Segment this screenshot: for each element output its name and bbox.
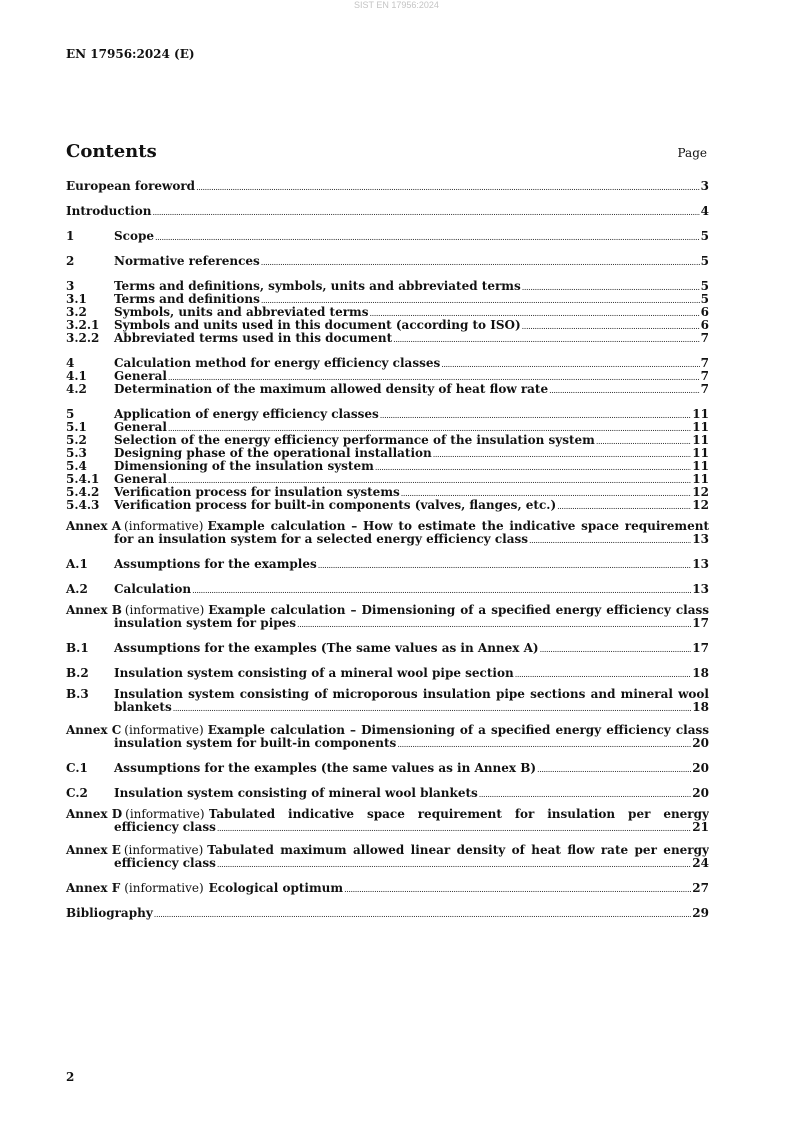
toc-entry-page: 7 xyxy=(700,369,709,383)
annex-label: Annex D xyxy=(66,807,123,821)
toc-leader-dots xyxy=(529,534,691,547)
toc-leader-dots xyxy=(397,738,691,751)
toc-entry-page: 5 xyxy=(700,279,709,293)
toc-entry-annex-b[interactable] xyxy=(66,604,709,630)
toc-leader-dots xyxy=(192,584,691,597)
toc-entry-number: 5.1 xyxy=(66,420,87,434)
toc-entry-number: B.2 xyxy=(66,666,89,680)
annex-label: Annex F xyxy=(66,881,121,895)
annex-title-line1: Tabulated maximum allowed linear density of heat flow rate per energy xyxy=(207,844,709,857)
toc-leader-dots xyxy=(173,702,692,715)
toc-leader-dots xyxy=(433,448,692,461)
toc-entry-page: 29 xyxy=(692,906,709,920)
toc-leader-dots xyxy=(557,500,691,513)
toc-leader-dots xyxy=(318,559,692,572)
toc-entry-number: 5.4 xyxy=(66,459,87,473)
toc-entry-title: Terms and definitions, symbols, units and abbreviated terms xyxy=(114,279,521,293)
toc-entry-number: 5.3 xyxy=(66,446,87,460)
toc-leader-dots xyxy=(375,461,691,474)
watermark: SIST EN 17956:2024 xyxy=(354,0,439,10)
toc-entry-page: 21 xyxy=(692,820,709,834)
toc-entry-title: Determination of the maximum allowed density of heat flow rate xyxy=(114,382,549,396)
toc-entry-title: Ecological optimum xyxy=(208,881,344,895)
annex-label: Annex C xyxy=(66,723,122,737)
toc-entry-title: Normative references xyxy=(114,254,260,268)
toc-leader-dots xyxy=(522,320,700,333)
toc-entry-b-2[interactable] xyxy=(66,667,709,680)
toc-entry-page: 18 xyxy=(692,700,709,714)
toc-entry-title-line1: Insulation system consisting of microporous insulation pipe sections and mineral wool xyxy=(114,688,709,701)
toc-entry-3-2-2[interactable] xyxy=(66,332,709,345)
toc-leader-dots xyxy=(152,206,699,219)
toc-entry-title: Verification process for insulation systems xyxy=(114,485,400,499)
toc-entry-number: 5.4.3 xyxy=(66,498,100,512)
toc-leader-dots xyxy=(596,435,691,448)
toc-entry-title: Calculation method for energy efficiency classes xyxy=(114,356,441,370)
toc-entry-page: 7 xyxy=(700,382,709,396)
annex-title-line2: efficiency class xyxy=(114,820,216,834)
annex-label: Annex B xyxy=(66,603,122,617)
annex-label: Annex A xyxy=(66,519,122,533)
toc-entry-page: 20 xyxy=(692,761,709,775)
table-of-contents xyxy=(66,180,709,920)
toc-entry-number: 3 xyxy=(66,279,75,293)
toc-entry-title: Insulation system consisting of mineral wool blankets xyxy=(114,786,478,800)
toc-entry-1[interactable] xyxy=(66,230,709,243)
toc-entry-page: 6 xyxy=(700,318,709,332)
toc-entry-page: 20 xyxy=(692,736,709,750)
annex-informative: (informative) xyxy=(124,881,204,895)
toc-entry-title: Terms and definitions xyxy=(114,292,260,306)
toc-entry-annex-d[interactable] xyxy=(66,808,709,834)
annex-informative: (informative) xyxy=(124,519,204,533)
annex-title-line1: Tabulated indicative space requirement for insulation per energy xyxy=(208,808,709,821)
toc-entry-number: A.1 xyxy=(66,557,88,571)
toc-entry-a-1[interactable] xyxy=(66,558,709,571)
toc-entry-page: 5 xyxy=(700,292,709,306)
toc-entry-page: 12 xyxy=(692,485,709,499)
toc-entry-title: Bibliography xyxy=(66,906,153,920)
toc-entry-title: Symbols and units used in this document (according to ISO) xyxy=(114,318,521,332)
toc-leader-dots xyxy=(479,788,692,801)
toc-entry-page: 5 xyxy=(700,229,709,243)
toc-entry-b-1[interactable] xyxy=(66,642,709,655)
toc-entry-number: 2 xyxy=(66,254,75,268)
toc-entry-c-1[interactable] xyxy=(66,762,709,775)
toc-entry-page: 20 xyxy=(692,786,709,800)
toc-leader-dots xyxy=(154,908,692,921)
annex-label: Annex E xyxy=(66,843,121,857)
toc-leader-dots xyxy=(515,668,692,681)
toc-entry-number: C.2 xyxy=(66,786,88,800)
toc-leader-dots xyxy=(217,858,691,871)
page-title: Contents xyxy=(66,141,157,162)
toc-leader-dots xyxy=(549,384,700,397)
toc-entry-annex-f[interactable] xyxy=(66,882,709,895)
toc-entry-number: 5.4.1 xyxy=(66,472,100,486)
annex-title-line2: insulation system for built-in components xyxy=(114,736,397,750)
toc-entry-number: 3.2.2 xyxy=(66,331,100,345)
annex-informative: (informative) xyxy=(124,723,204,737)
annex-informative: (informative) xyxy=(124,603,205,617)
toc-entry-number: 5.2 xyxy=(66,433,87,447)
toc-leader-dots xyxy=(393,333,699,346)
toc-entry-title: Calculation xyxy=(114,582,192,596)
toc-entry-title: Selection of the energy efficiency performance of the insulation system xyxy=(114,433,595,447)
toc-entry-title: Application of energy efficiency classes xyxy=(114,407,379,421)
toc-entry-introduction[interactable] xyxy=(66,205,709,218)
toc-entry-number: 3.2.1 xyxy=(66,318,100,332)
toc-entry-page: 13 xyxy=(692,532,709,546)
annex-title-line2: insulation system for pipes xyxy=(114,616,297,630)
toc-entry-title: Assumptions for the examples (the same values as in Annex B) xyxy=(114,761,537,775)
toc-entry-annex-e[interactable] xyxy=(66,844,709,870)
toc-entry-page: 17 xyxy=(692,616,709,630)
toc-leader-dots xyxy=(380,409,692,422)
annex-title-line2: efficiency class xyxy=(114,856,216,870)
toc-leader-dots xyxy=(196,181,700,194)
toc-entry-page: 6 xyxy=(700,305,709,319)
toc-leader-dots xyxy=(522,281,700,294)
toc-entry-number: 4 xyxy=(66,356,75,370)
toc-entry-title: General xyxy=(114,420,167,434)
toc-entry-title: Dimensioning of the insulation system xyxy=(114,459,374,473)
toc-entry-page: 13 xyxy=(692,557,709,571)
toc-entry-foreword[interactable] xyxy=(66,180,709,193)
toc-entry-number: B.1 xyxy=(66,641,89,655)
toc-entry-title: Insulation system consisting of a mineral wool pipe section xyxy=(114,666,514,680)
toc-leader-dots xyxy=(297,618,691,631)
toc-entry-2[interactable] xyxy=(66,255,709,268)
toc-entry-annex-c[interactable] xyxy=(66,724,709,750)
toc-leader-dots xyxy=(261,256,700,269)
toc-entry-page: 18 xyxy=(692,666,709,680)
toc-entry-title: General xyxy=(114,369,167,383)
toc-entry-page: 27 xyxy=(692,881,709,895)
toc-entry-number: 5.4.2 xyxy=(66,485,100,499)
toc-entry-a-2[interactable] xyxy=(66,583,709,596)
toc-entry-title: Designing phase of the operational installation xyxy=(114,446,432,460)
toc-leader-dots xyxy=(540,643,692,656)
toc-entry-page: 5 xyxy=(700,254,709,268)
toc-entry-number: A.2 xyxy=(66,582,88,596)
toc-entry-page: 11 xyxy=(692,407,709,421)
toc-entry-title: Assumptions for the examples (The same values as in Annex A) xyxy=(114,641,539,655)
toc-entry-title: Assumptions for the examples xyxy=(114,557,317,571)
toc-leader-dots xyxy=(441,358,699,371)
toc-entry-title: Scope xyxy=(114,229,155,243)
toc-entry-number: 3.2 xyxy=(66,305,87,319)
toc-entry-title: Symbols, units and abbreviated terms xyxy=(114,305,369,319)
toc-entry-title: Verification process for built-in components (valves, flanges, etc.) xyxy=(114,498,557,512)
toc-entry-title: Introduction xyxy=(66,204,152,218)
toc-entry-c-2[interactable] xyxy=(66,787,709,800)
toc-entry-page: 17 xyxy=(692,641,709,655)
toc-leader-dots xyxy=(537,763,691,776)
footer-page-number: 2 xyxy=(66,1070,75,1084)
toc-entry-title: European foreword xyxy=(66,179,196,193)
toc-entry-page: 4 xyxy=(700,204,709,218)
annex-title-line1: Example calculation – How to estimate the indicative space requirement xyxy=(207,520,709,533)
page-column-label: Page xyxy=(677,146,707,160)
toc-entry-bibliography[interactable] xyxy=(66,907,709,920)
toc-entry-page: 3 xyxy=(700,179,709,193)
annex-informative: (informative) xyxy=(123,843,204,857)
toc-entry-number: 5 xyxy=(66,407,75,421)
toc-entry-number: B.3 xyxy=(66,687,89,701)
toc-entry-page: 11 xyxy=(692,420,709,434)
toc-leader-dots xyxy=(217,822,691,835)
toc-entry-page: 12 xyxy=(692,498,709,512)
toc-leader-dots xyxy=(155,231,700,244)
toc-entry-page: 13 xyxy=(692,582,709,596)
annex-title-line1: Example calculation – Dimensioning of a specified energy efficiency class xyxy=(207,724,709,737)
toc-entry-number: 4.2 xyxy=(66,382,87,396)
toc-entry-b-3[interactable] xyxy=(66,688,709,714)
toc-entry-page: 11 xyxy=(692,472,709,486)
toc-entry-number: 4.1 xyxy=(66,369,87,383)
toc-entry-title: General xyxy=(114,472,167,486)
toc-entry-4-2[interactable] xyxy=(66,383,709,396)
toc-entry-page: 24 xyxy=(692,856,709,870)
toc-entry-page: 7 xyxy=(700,356,709,370)
annex-title-line1: Example calculation – Dimensioning of a specified energy efficiency class xyxy=(208,604,709,617)
toc-entry-annex-a[interactable] xyxy=(66,520,709,546)
toc-entry-title-line2: blankets xyxy=(114,700,172,714)
toc-entry-page: 11 xyxy=(692,433,709,447)
annex-informative: (informative) xyxy=(125,807,205,821)
toc-entry-page: 11 xyxy=(692,459,709,473)
annex-title-line2: for an insulation system for a selected energy efficiency class xyxy=(114,532,528,546)
toc-leader-dots xyxy=(344,883,691,896)
toc-entry-title: Abbreviated terms used in this document xyxy=(114,331,393,345)
toc-entry-number: 3.1 xyxy=(66,292,87,306)
toc-entry-page: 11 xyxy=(692,446,709,460)
toc-entry-number: C.1 xyxy=(66,761,88,775)
document-id: EN 17956:2024 (E) xyxy=(66,47,195,61)
toc-entry-5-4-3[interactable] xyxy=(66,499,709,512)
toc-entry-number: 1 xyxy=(66,229,75,243)
toc-entry-page: 7 xyxy=(700,331,709,345)
